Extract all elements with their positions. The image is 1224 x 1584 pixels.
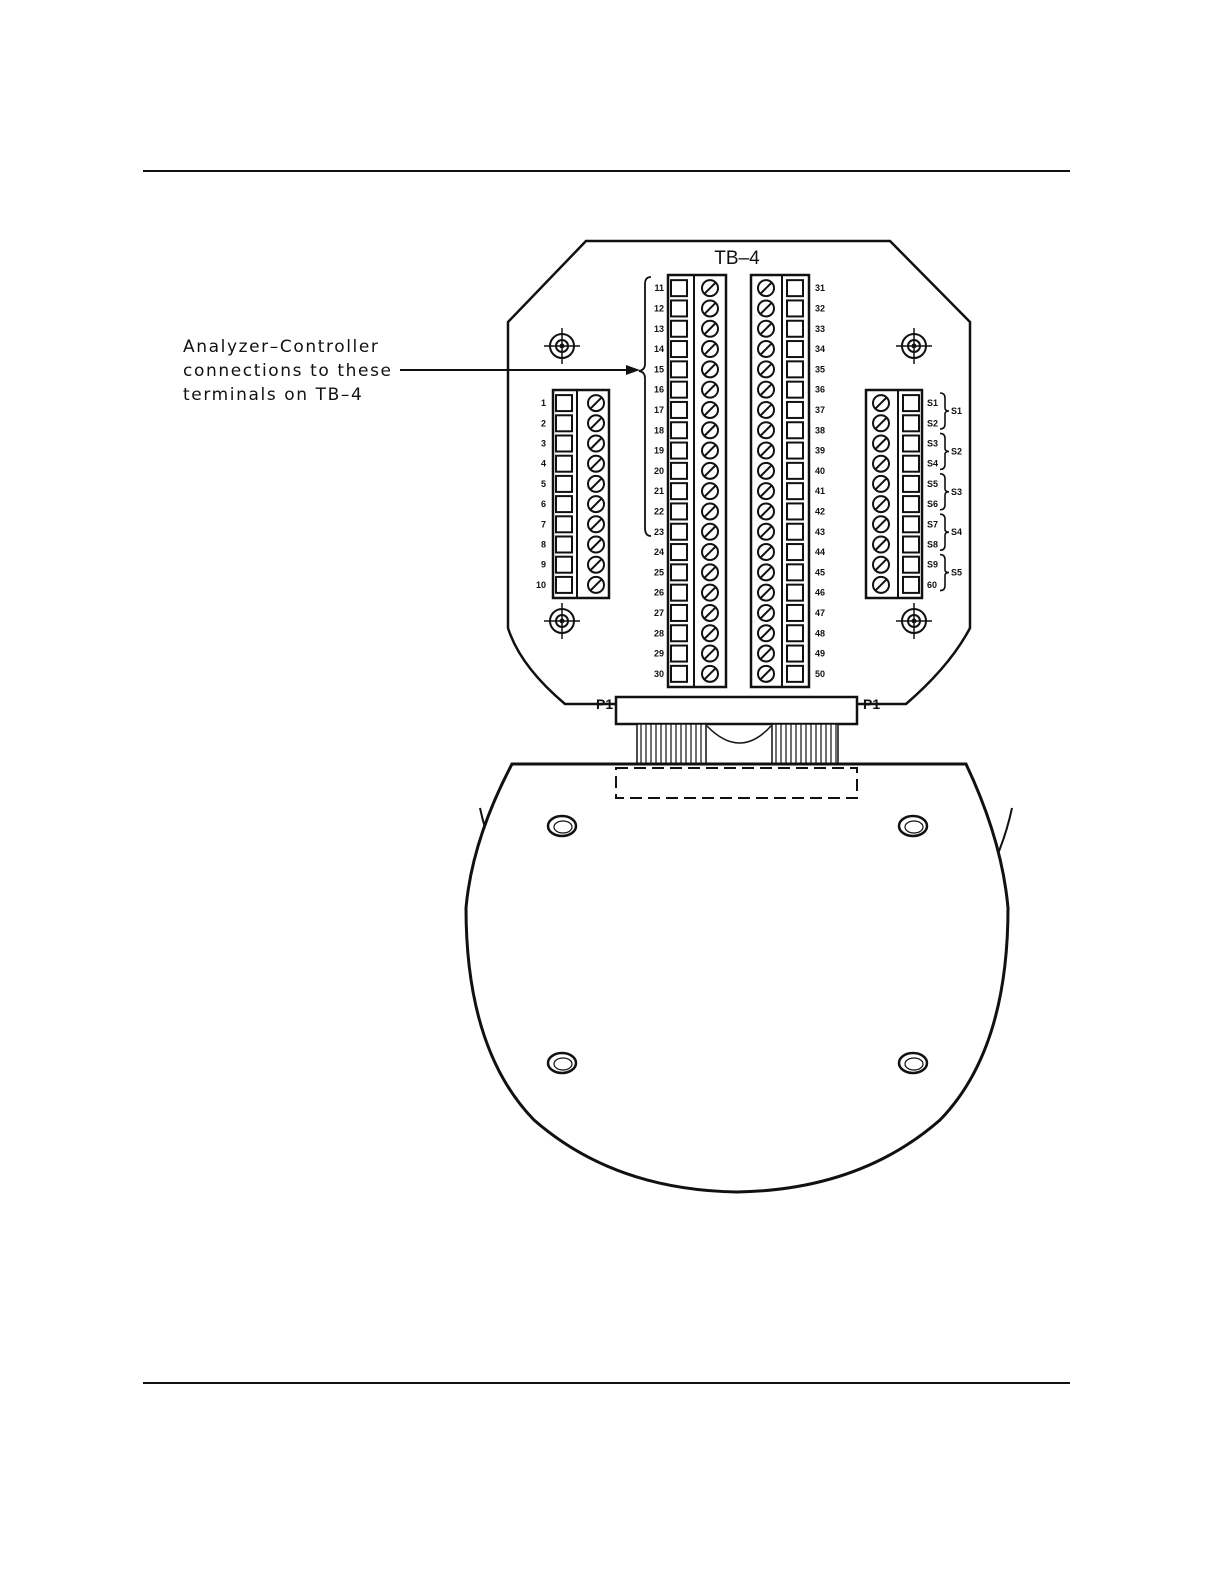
terminal-number: 9	[540, 559, 546, 570]
terminal-number: 24	[653, 547, 664, 558]
terminal-slot	[556, 456, 572, 472]
callout-line-2: connections to these	[183, 361, 393, 381]
terminal-slot	[671, 280, 687, 296]
terminal-number: 11	[654, 283, 664, 294]
mount-crosshair-icon	[896, 328, 932, 364]
terminal-number: 41	[815, 486, 826, 497]
terminal-slot	[787, 503, 803, 519]
plate-hole-icon	[899, 816, 927, 836]
terminal-number: S1	[927, 398, 939, 409]
terminal-slot	[787, 361, 803, 377]
terminal-slot	[671, 341, 687, 357]
ribbon-cable	[772, 724, 838, 769]
plate-hole-icon	[548, 816, 576, 836]
terminal-number: S9	[927, 559, 939, 570]
terminal-slot	[556, 537, 572, 553]
terminal-slot	[787, 585, 803, 601]
terminal-number: 19	[653, 445, 664, 456]
terminal-slot	[903, 496, 919, 512]
plate-hole-icon	[899, 1053, 927, 1073]
mount-crosshair-icon	[896, 603, 932, 639]
ribbon-cable	[637, 724, 706, 769]
plate-hole-icon	[548, 1053, 576, 1073]
terminal-slot	[903, 537, 919, 553]
terminal-number: 4	[540, 458, 546, 469]
terminal-slot	[671, 625, 687, 641]
terminal-slot	[556, 516, 572, 532]
terminal-slot	[787, 544, 803, 560]
terminal-number: 14	[653, 344, 664, 355]
mount-crosshair-icon	[544, 603, 580, 639]
terminal-slot	[671, 605, 687, 621]
terminal-number: 50	[815, 668, 826, 679]
terminal-number: 44	[815, 547, 826, 558]
terminal-slot	[556, 577, 572, 593]
p1-connector	[616, 697, 857, 724]
terminal-slot	[671, 503, 687, 519]
terminal-slot	[671, 564, 687, 580]
terminal-number: S3	[927, 438, 939, 449]
terminal-number: 25	[653, 567, 664, 578]
terminal-slot	[787, 605, 803, 621]
terminal-slot	[787, 483, 803, 499]
terminal-number: S2	[927, 418, 939, 429]
terminal-slot	[671, 321, 687, 337]
terminal-slot	[671, 382, 687, 398]
terminal-number: 22	[653, 506, 664, 517]
terminal-number: 23	[653, 526, 664, 537]
terminal-number: 27	[653, 607, 664, 618]
mount-crosshair-icon	[544, 328, 580, 364]
board-title: TB–4	[714, 248, 760, 269]
terminal-slot	[903, 456, 919, 472]
terminal-slot	[787, 443, 803, 459]
terminal-number: 18	[653, 425, 664, 436]
terminal-number: S7	[927, 519, 939, 530]
terminal-slot	[787, 280, 803, 296]
terminal-slot	[671, 544, 687, 560]
terminal-number: 16	[653, 384, 664, 395]
terminal-number: 48	[815, 628, 826, 639]
terminal-number: 49	[815, 648, 826, 659]
terminal-slot	[671, 300, 687, 316]
sensor-group-braces	[940, 393, 962, 591]
terminal-number: 60	[927, 579, 938, 590]
terminal-number: 34	[815, 344, 826, 355]
sensor-group-label: S2	[951, 446, 963, 457]
terminal-block-1-10	[536, 390, 609, 598]
terminal-number: 35	[815, 364, 826, 375]
callout-line-3: terminals on TB–4	[183, 385, 364, 405]
terminal-slot	[903, 577, 919, 593]
analyzer-range-bracket	[639, 277, 651, 536]
terminal-number: 38	[815, 425, 826, 436]
terminal-number: 40	[815, 465, 826, 476]
terminal-slot	[671, 361, 687, 377]
sensor-group-label: S4	[951, 527, 963, 538]
terminal-number: 45	[815, 567, 826, 578]
terminal-blocks	[536, 275, 962, 687]
terminal-number: 36	[815, 384, 826, 395]
terminal-number: 17	[653, 404, 664, 415]
terminal-slot	[787, 402, 803, 418]
terminal-number: 42	[815, 506, 826, 517]
terminal-number: 33	[815, 323, 826, 334]
terminal-number: 26	[653, 587, 664, 598]
p1-label-right: P1	[863, 696, 881, 712]
terminal-slot	[671, 646, 687, 662]
p1-label-left: P1	[596, 696, 614, 712]
terminal-slot	[556, 436, 572, 452]
terminal-slot	[671, 585, 687, 601]
terminal-slot	[787, 463, 803, 479]
terminal-slot	[556, 395, 572, 411]
terminal-slot	[903, 557, 919, 573]
terminal-number: 47	[815, 607, 826, 618]
terminal-slot	[556, 415, 572, 431]
sensor-group-label: S1	[951, 406, 963, 416]
terminal-number: 3	[540, 438, 546, 449]
terminal-number: 28	[653, 628, 664, 639]
terminal-slot	[787, 625, 803, 641]
terminal-block-31-50	[751, 275, 825, 687]
terminal-number: 1	[540, 398, 546, 409]
terminal-number: 30	[653, 668, 664, 679]
terminal-slot	[787, 666, 803, 682]
terminal-slot	[671, 666, 687, 682]
terminal-number: 13	[653, 323, 664, 334]
terminal-slot	[787, 300, 803, 316]
terminal-number: S6	[927, 499, 939, 510]
terminal-slot	[903, 476, 919, 492]
terminal-number: 15	[653, 364, 664, 375]
terminal-block-11-30	[654, 275, 726, 687]
cable-loop	[707, 726, 771, 743]
ribbon-cables	[637, 724, 838, 769]
terminal-number: 20	[653, 465, 664, 476]
terminal-block-s1-60	[866, 390, 938, 598]
terminal-number: 43	[815, 526, 826, 537]
terminal-slot	[903, 436, 919, 452]
terminal-number: 39	[815, 445, 826, 456]
terminal-slot	[787, 646, 803, 662]
terminal-slot	[787, 321, 803, 337]
terminal-number: 6	[540, 499, 546, 510]
terminal-number: 12	[653, 303, 664, 314]
terminal-number: S8	[927, 539, 939, 550]
terminal-slot	[556, 496, 572, 512]
sensor-group-label: S3	[951, 486, 963, 497]
terminal-number: 46	[815, 587, 826, 598]
terminal-slot	[671, 402, 687, 418]
terminal-number: 37	[815, 404, 826, 415]
terminal-slot	[556, 476, 572, 492]
terminal-slot	[903, 516, 919, 532]
terminal-slot	[671, 443, 687, 459]
terminal-number: 8	[540, 539, 546, 550]
terminal-number: S5	[927, 478, 939, 489]
terminal-slot	[671, 483, 687, 499]
terminal-slot	[556, 557, 572, 573]
sensor-group-label: S5	[951, 567, 963, 578]
terminal-slot	[787, 564, 803, 580]
terminal-slot	[787, 422, 803, 438]
terminal-slot	[671, 422, 687, 438]
terminal-slot	[903, 395, 919, 411]
terminal-slot	[787, 524, 803, 540]
terminal-number: 10	[535, 579, 546, 590]
terminal-number: 32	[815, 303, 826, 314]
callout-arrowhead	[626, 365, 640, 375]
terminal-slot	[787, 341, 803, 357]
terminal-slot	[671, 524, 687, 540]
terminal-number: 7	[540, 519, 546, 530]
callout-line-1: Analyzer–Controller	[183, 337, 380, 357]
terminal-number: 29	[653, 648, 664, 659]
terminal-number: 31	[815, 283, 826, 294]
terminal-number: 5	[540, 478, 546, 489]
terminal-slot	[787, 382, 803, 398]
terminal-number: 2	[540, 418, 546, 429]
terminal-slot	[671, 463, 687, 479]
terminal-slot	[903, 415, 919, 431]
terminal-number: S4	[927, 458, 939, 469]
terminal-number: 21	[653, 486, 664, 497]
